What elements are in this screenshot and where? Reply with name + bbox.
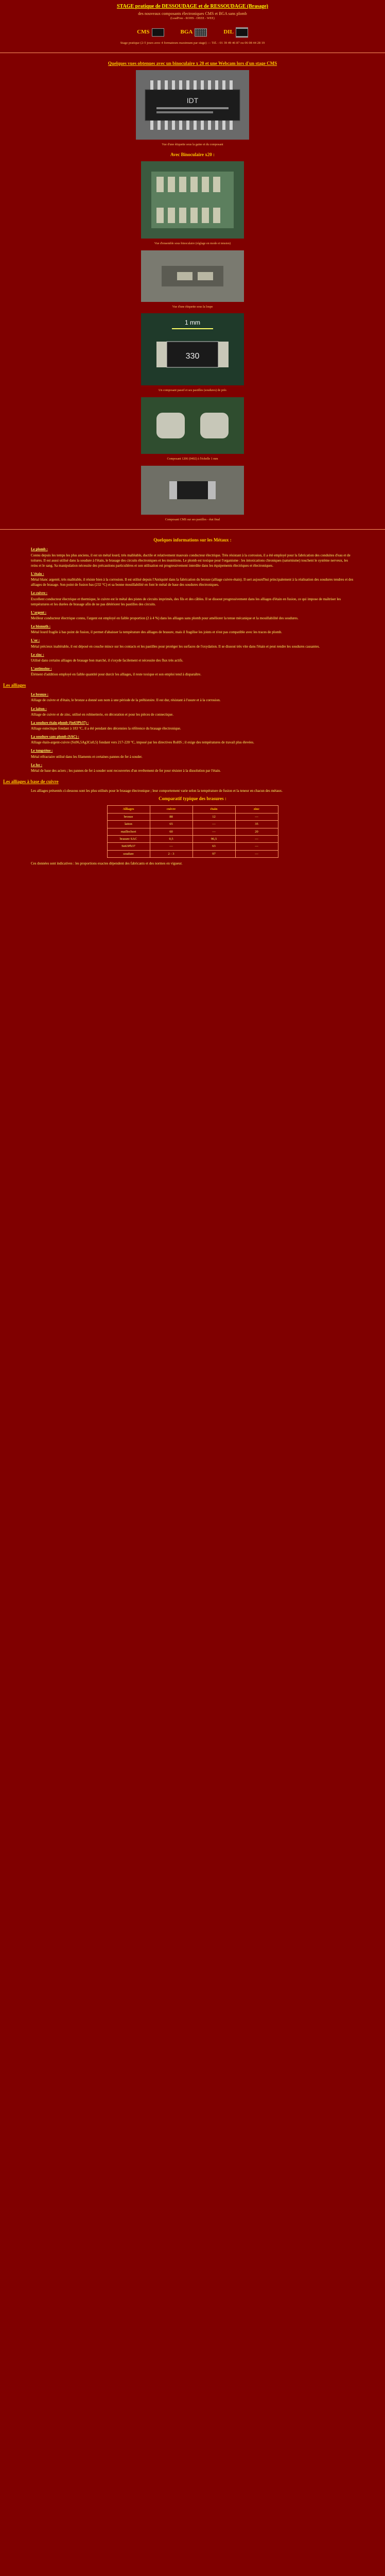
section-text: Meilleur conducteur électrique connu, l'argent est employé en faible proportion (2 à 4 %) dans les alliages sans plomb pour améliorer la tenue mécanique et la mouillabilité des soudures. <box>31 616 299 621</box>
section-text: Élément d'addition employé en faible quantité pour durcir les alliages, il reste toxique et son emploi tend à disparaître. <box>31 672 201 677</box>
copper-alloys-outro: Ces données sont indicatives : les proportions exactes dépendent des fabricants et des normes en vigueur. <box>31 861 183 866</box>
board-pads-photo <box>141 161 244 239</box>
contact-info: Stage pratique (2-5 jours avec 4 formateurs maximum par stage) — Tél. : 01 39 49 46 87 ou 06 08 44 28 19 <box>120 41 265 45</box>
section-heading: Le bronze : <box>31 692 49 697</box>
table-row <box>107 835 278 842</box>
photo-caption-3: Vue d'une étiquette sous la loupe <box>172 305 213 309</box>
page-subtitle: des nouveaux composants électroniques CMS et BGA sans plomb <box>138 11 247 16</box>
scale-label: 1 mm <box>185 319 200 327</box>
dil-chip-icon <box>236 27 248 38</box>
table-cell: brasure SAC <box>107 835 150 842</box>
alloys-list <box>31 692 354 773</box>
table-body <box>107 813 278 858</box>
table-row <box>107 843 278 850</box>
alloy-comparison-table <box>107 805 278 858</box>
section-heading: La soudure sans plomb (SAC) : <box>31 735 79 739</box>
table-row <box>107 821 278 828</box>
section-heading: Le plomb : <box>31 547 48 552</box>
photo-banner: Quelques vues obtenues avec un binoculaire x 20 et une Webcam lors d'un stage CMS <box>108 61 277 66</box>
ic-marking: IDT <box>186 96 199 105</box>
section-heading: L'antimoine : <box>31 667 52 671</box>
table-cell: — <box>235 813 278 820</box>
table-title: Comparatif typique des brasures : <box>159 796 226 802</box>
section-text: Alliage étain-argent-cuivre (Sn96,5Ag3Cu0,5) fondant vers 217-220 °C, imposé par les directives RoHS ; il exige des températures de travail plus élevées. <box>31 740 254 745</box>
table-cell: 65 <box>150 821 192 828</box>
section-heading: Le laiton : <box>31 706 47 711</box>
table-cell: 97 <box>192 850 235 857</box>
page-title: STAGE pratique de DESSOUDAGE et de RESSOUDAGE (Brasage) <box>116 4 268 9</box>
table-row <box>107 813 278 820</box>
table-cell: — <box>235 850 278 857</box>
tiny-board-photo <box>141 250 244 302</box>
table-cell: 0,5 <box>150 835 192 842</box>
copper-alloys-section <box>31 788 354 866</box>
table-header-cell: Alliages <box>107 806 150 813</box>
badge-dil-label: DIL <box>223 28 234 35</box>
pads-photo <box>141 397 244 454</box>
chip-marking: 330 <box>185 352 200 361</box>
page-bottom-spacer <box>0 867 385 888</box>
section-text: Alliage eutectique fondant à 183 °C, il a été pendant des décennies la référence du brasage électronique. <box>31 726 181 731</box>
page <box>0 3 385 888</box>
badge-cms <box>137 27 164 38</box>
section-heading: La soudure étain-plomb (Sn63Pb37) : <box>31 720 89 725</box>
section-text: Alliage de cuivre et de zinc, utilisé en robinetterie, en décoration et pour les pièces de connectique. <box>31 712 173 717</box>
photo-caption-5: Composant 1206 (0402) à l'échelle 1 mm <box>167 457 218 461</box>
table-cell: 63 <box>192 843 235 850</box>
alloys-section <box>31 692 354 773</box>
photo-caption-1: Vue d'une étiquette sous la gaine et du composant <box>162 143 223 147</box>
section-text: Métal réfractaire utilisé dans les filaments et certaines pannes de fer à souder. <box>31 754 143 759</box>
table-cell: 96,5 <box>192 835 235 842</box>
section-text: Utilisé dans certains alliages de brasage bon marché, il s'oxyde facilement et nécessite des flux très actifs. <box>31 658 183 663</box>
alloys-title: Les alliages <box>3 683 26 688</box>
page-subtitle-2: (LeadFree - ROHS - DEEE - WEE) <box>170 17 215 21</box>
component-badges <box>0 27 385 38</box>
section-heading: Le cuivre : <box>31 591 48 596</box>
table-header-cell: étain <box>192 806 235 813</box>
intro-title: Quelques informations sur les Métaux : <box>153 537 232 543</box>
badge-bga <box>181 27 207 38</box>
section-text: Excellent conducteur électrique et thermique, le cuivre est le métal des pistes de circuits imprimés, des fils et des câbles. Il se dissout progressivement dans les alliages d'étain en fusion, ce qui impose de maîtriser les températures et les durées de brasage afin de ne pas détériorer les pastilles des circuits. <box>31 597 341 606</box>
copper-alloys-intro: Les alliages présentés ci-dessous sont les plus utilisés pour le brasage électronique ; leur comportement varie selon la température de fusion et la teneur en chacun des métaux. <box>31 789 283 793</box>
table-cell: 12 <box>192 813 235 820</box>
section-heading: Le bismuth : <box>31 624 51 629</box>
section-heading: Le fer : <box>31 762 43 767</box>
photo-caption-6: Composant CMS sur ses pastilles - état final <box>165 518 220 521</box>
table-cell: 20 <box>235 828 278 835</box>
section-text: Connu depuis les temps les plus anciens, il est un métal lourd, très malléable, ductile et relativement mauvais conducteur électrique. Très résistant à la corrosion, il a été employé pour la fabrication des conduites d'eau et de toitures. Il est aussi utilisé dans la soudure à l'étain, le brasage des circuits électroniques et les munitions. Le plomb est toxique pour l'organisme : les intoxications chroniques (saturnisme) touchent le système nerveux, les reins et le sang. Sa manipulation nécessite des précautions particulières et son utilisation est progressivement interdite dans les équipements électriques et électroniques. <box>31 553 351 568</box>
table-cell: — <box>235 835 278 842</box>
copper-alloys-title: Les alliages à base de cuivre <box>3 779 59 785</box>
section-text: Métal précieux inaltérable, il est déposé en couche mince sur les contacts et les pastilles pour protéger les surfaces de l'oxydation. Il se dissout très vite dans l'étain et peut rendre les soudures cassantes. <box>31 644 320 649</box>
binoculaire-label: Avec Binoculaire x20 : <box>170 151 215 157</box>
cms-chip-icon <box>152 28 164 37</box>
table-cell: bronze <box>107 813 150 820</box>
table-cell: laiton <box>107 821 150 828</box>
ic-chip-photo <box>136 70 249 140</box>
table-cell: — <box>192 828 235 835</box>
table-cell: — <box>235 843 278 850</box>
table-row <box>107 828 278 835</box>
table-header-cell: zinc <box>235 806 278 813</box>
section-text: Métal de base des aciers ; les pannes de fer à souder sont recouvertes d'un revêtement de fer pour résister à la dissolution par l'étain. <box>31 768 221 773</box>
intro-list <box>31 547 354 677</box>
section-heading: Le zinc : <box>31 652 44 657</box>
photo-section <box>0 60 385 522</box>
table-header-row <box>107 806 278 813</box>
section-heading: L'or : <box>31 638 40 643</box>
bga-chip-icon <box>195 28 207 37</box>
section-heading: L'étain : <box>31 572 44 577</box>
section-text: Métal blanc argenté, très malléable, il résiste bien à la corrosion. Il est utilisé depuis l'Antiquité dans la fabrication du bronze (alliage cuivre-étain). Il sert aujourd'hui principalement à la réalisation des soudures tendres et des alliages de brasage. Son point de fusion bas (232 °C) et sa bonne mouillabilité en font le métal de base des soudures électroniques. <box>31 578 354 587</box>
photo-caption-4: Un composant passif et ses pastilles (soudures) de près <box>159 389 226 393</box>
final-state-photo <box>141 466 244 515</box>
section-heading: L'argent : <box>31 610 47 615</box>
section-text: Alliage de cuivre et d'étain, le bronze a donné son nom à une période de la préhistoire. Il est dur, résistant à l'usure et à la corrosion. <box>31 698 221 703</box>
header <box>0 3 385 45</box>
table-row <box>107 850 278 857</box>
table-cell: 2 - 3 <box>150 850 192 857</box>
badge-cms-label: CMS <box>137 28 150 35</box>
table-cell: 35 <box>235 821 278 828</box>
badge-bga-label: BGA <box>180 28 193 35</box>
table-cell: soudure <box>107 850 150 857</box>
table-cell: Sn63Pb37 <box>107 843 150 850</box>
table-cell: — <box>192 821 235 828</box>
table-header-cell: cuivre <box>150 806 192 813</box>
table-cell: 60 <box>150 828 192 835</box>
passive-component-photo <box>141 313 244 385</box>
photo-caption-2: Vue d'ensemble sous binoculaire (réglage en mode et tension) <box>154 242 231 245</box>
table-cell: maillechort <box>107 828 150 835</box>
intro-section <box>31 537 354 677</box>
divider-2 <box>0 529 385 530</box>
table-cell: — <box>150 843 192 850</box>
section-text: Métal lourd fragile à bas point de fusion, il permet d'abaisser la température des alliages de brasure, mais il fragilise les joints et n'est pas compatible avec les traces de plomb. <box>31 630 282 635</box>
section-heading: Le tungstène : <box>31 749 53 753</box>
table-cell: 88 <box>150 813 192 820</box>
badge-dil <box>223 27 248 38</box>
